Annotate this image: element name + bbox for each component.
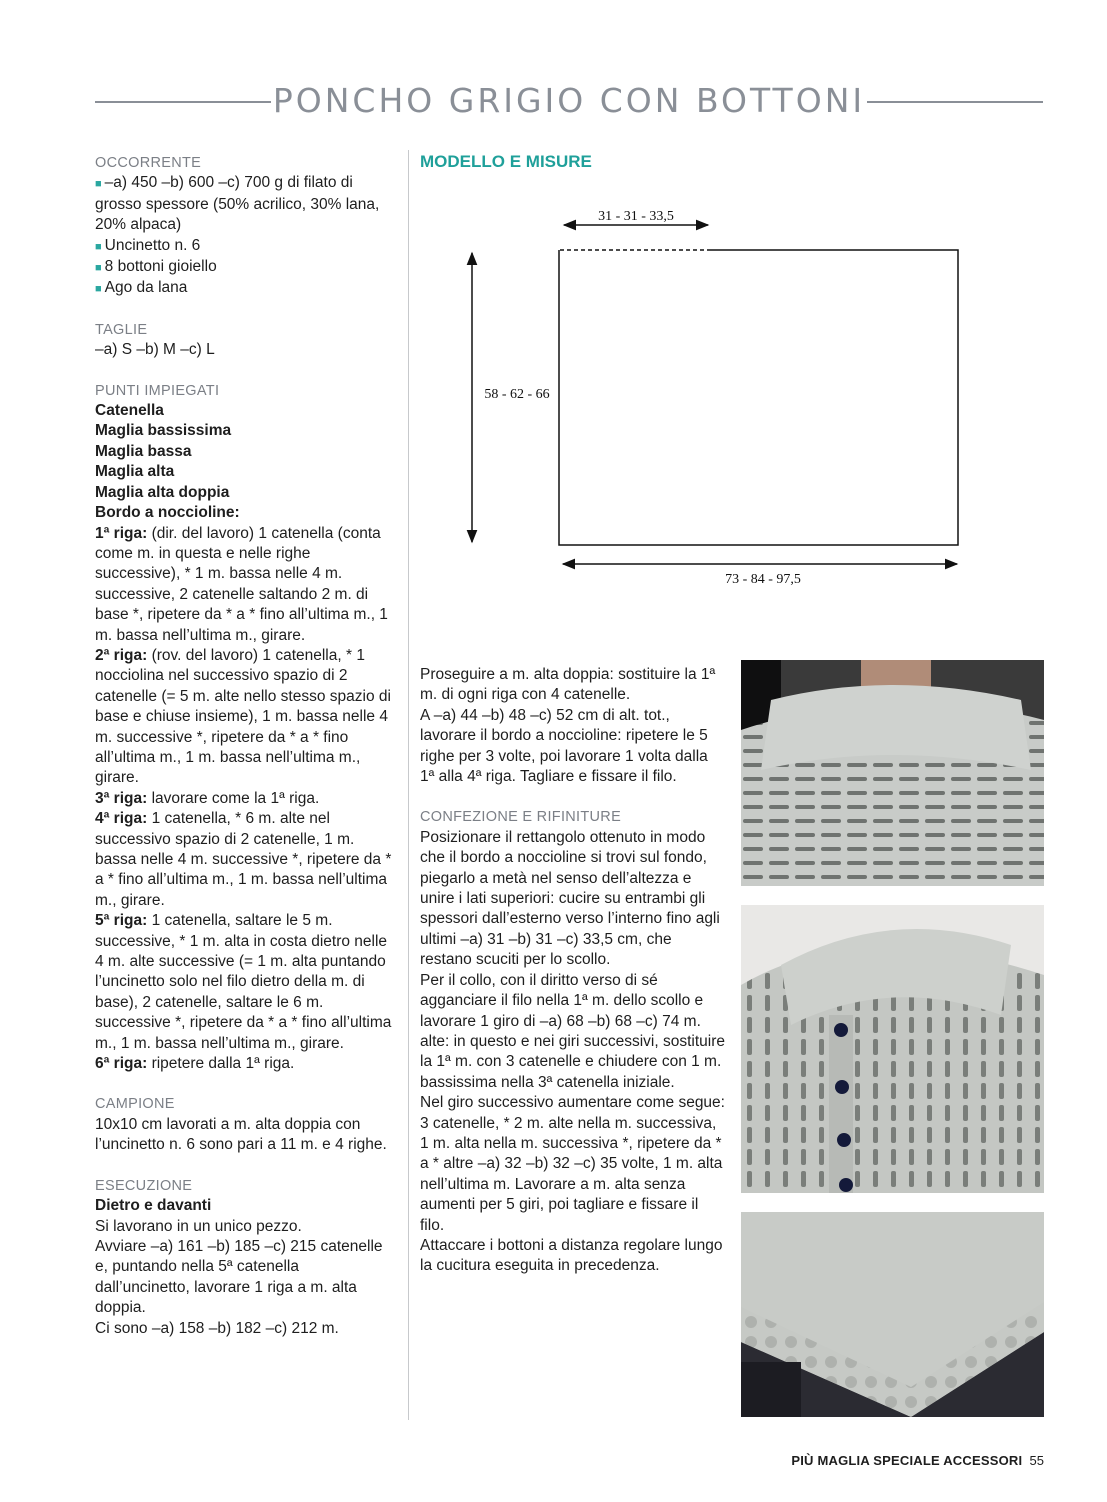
punto-item: Maglia bassa [95,442,192,460]
esecuzione-subheading: Dietro e davanti [95,1197,212,1215]
punto-item: Maglia alta [95,463,175,481]
title-row [95,78,1043,124]
occorrente-item: ■ Uncinetto n. 6 [95,236,201,254]
occorrente-item: ■ –a) 450 –b) 600 –c) 700 g di filato di grosso spessore (50% acrilico, 30% lana, 20% alpaca) [95,174,380,234]
campione-text: 10x10 cm lavorati a m. alta doppia con l’uncinetto n. 6 sono pari a 11 m. e 4 righe. [95,1115,387,1154]
body-paragraph: Attaccare i bottoni a distanza regolare lungo la cucitura eseguita in precedenza. [420,1236,723,1275]
bullet-icon: ■ [95,283,102,296]
photo-bobble-edge [741,1212,1044,1417]
diagram-heading: MODELLO E MISURE [420,152,592,171]
punto-item: Maglia bassissima [95,422,232,440]
bottom-measure-label: 73 - 84 - 97,5 [725,572,801,587]
taglie-text: –a) S –b) M –c) L [95,341,215,359]
occorrente-item: ■ 8 bottoni gioiello [95,258,217,276]
bullet-icon: ■ [95,262,102,275]
body-paragraph: Per il collo, con il diritto verso di sé agganciare il filo nella 1ª m. dello scollo e lavorare 1 giro di –a) 68 –b) 68 –c) 74 m. alte: in questo e nei giri successivi, sostituire la 1ª m. con 3 catenelle e chiudere con 1 m. bassissima nella 3ª catenella iniziale. [420,971,725,1091]
page-number: 55 [1029,1453,1044,1468]
magazine-name: PIÙ MAGLIA SPECIALE ACCESSORI [791,1453,1023,1468]
punti-heading: PUNTI IMPIEGATI [95,382,220,399]
riga-instruction: 2ª riga: (rov. del lavoro) 1 catenella, * 1 nocciolina nel successivo spazio di 2 catenelle (= 5 m. alte nello stesso spazio di base e chiuse insieme), 1 m. bassa nelle 4 m. successive *, ripetere da * a * fino all’ultima m., 1 m. bassa nell’ultima m., girare. [95,646,391,787]
body-paragraph: Proseguire a m. alta doppia: sostituire la 1ª m. di ogni riga con 4 catenelle. [420,666,716,704]
riga-instruction: 5ª riga: 1 catenella, saltare le 5 m. successive, * 1 m. alta in costa dietro nelle 4 m. alte successive (= 1 m. alta puntando l’uncinetto solo nel filo dietro della m. di base), 2 catenelle, saltare le 6 m. successive *, ripetere da * a * fino all’ultima m., 1 m. bassa nell’ultima m., girare. [95,912,392,1052]
bullet-icon: ■ [95,240,102,253]
poncho-rectangle [559,250,958,545]
page-title: PONCHO GRIGIO CON BOTTONI [272,81,866,120]
esecuzione-text: Avviare –a) 161 –b) 185 –c) 215 catenelle e, puntando nella 5ª catenella dall’uncinetto, lavorare 1 riga a m. alta doppia. [95,1237,383,1317]
left-column [95,153,395,1339]
riga-instruction: 6ª riga: ripetere dalla 1ª riga. [95,1055,295,1073]
top-measure-label: 31 - 31 - 33,5 [598,209,674,224]
esecuzione-text: Ci sono –a) 158 –b) 182 –c) 212 m. [95,1319,339,1337]
esecuzione-text: Si lavorano in un unico pezzo. [95,1217,302,1235]
riga-instruction: 1ª riga: (dir. del lavoro) 1 catenella (conta come m. in questa e nelle righe successive), * 1 m. bassa nelle 4 m. successive, 2 catenelle saltando 2 m. di base *, ripetere da * a * fino all’ultima m., 1 m. bassa nell’ultima m., girare. [95,524,388,644]
page-footer [791,1453,1044,1468]
taglie-heading: TAGLIE [95,321,148,338]
body-paragraph: A –a) 44 –b) 48 –c) 52 cm di alt. tot., lavorare il bordo a noccioline: ripetere le 5 righe per 3 volte, poi lavorare 1 volta dalla 1ª alla 4ª riga. Tagliare e fissare il filo. [420,706,708,786]
column-divider [408,150,409,1420]
riga-instruction: 3ª riga: lavorare come la 1ª riga. [95,789,320,807]
punto-item: Maglia alta doppia [95,483,230,501]
body-paragraph: Posizionare il rettangolo ottenuto in modo che il bordo a noccioline si trovi sul fondo, piegarlo a metà nel senso dell’altezza e unire i lati superiori: cucire su entrambi gli spessori dall’esterno verso l’interno fino agli ultimi –a) 31 –b) 31 –c) 33,5 cm, che restano scuciti per lo scollo. [420,828,720,969]
middle-column [420,665,725,1277]
photo-buttons [741,905,1044,1193]
measure-diagram [420,195,980,595]
occorrente-item: ■ Ago da lana [95,279,188,297]
punto-item: Catenella [95,402,164,420]
esecuzione-heading: ESECUZIONE [95,1177,193,1194]
bullet-icon: ■ [95,178,102,191]
confezione-heading: CONFEZIONE E RIFINITURE [420,809,622,826]
photo-neck [741,660,1044,886]
punto-item: Bordo a noccioline: [95,504,240,522]
side-measure-label: 58 - 62 - 66 [484,387,550,402]
riga-instruction: 4ª riga: 1 catenella, * 6 m. alte nel successivo spazio di 2 catenelle, 1 m. bassa nelle 4 m. successive *, ripetere da * a * fino all’ultima m., 1 m. bassa nell’ultima m., girare. [95,810,392,909]
body-paragraph: Nel giro successivo aumentare come segue: 3 catenelle, * 2 m. alte nella m. successiva, 1 m. alta nella m. successiva *, ripetere da * a * altre –a) 32 –b) 32 –c) 35 volte, 1 m. alta nell’ultima m. Lavorare a m. alta senza aumenti per 5 giri, poi tagliare e fissare il filo. [420,1094,725,1234]
campione-heading: CAMPIONE [95,1096,175,1113]
occorrente-heading: OCCORRENTE [95,155,202,171]
